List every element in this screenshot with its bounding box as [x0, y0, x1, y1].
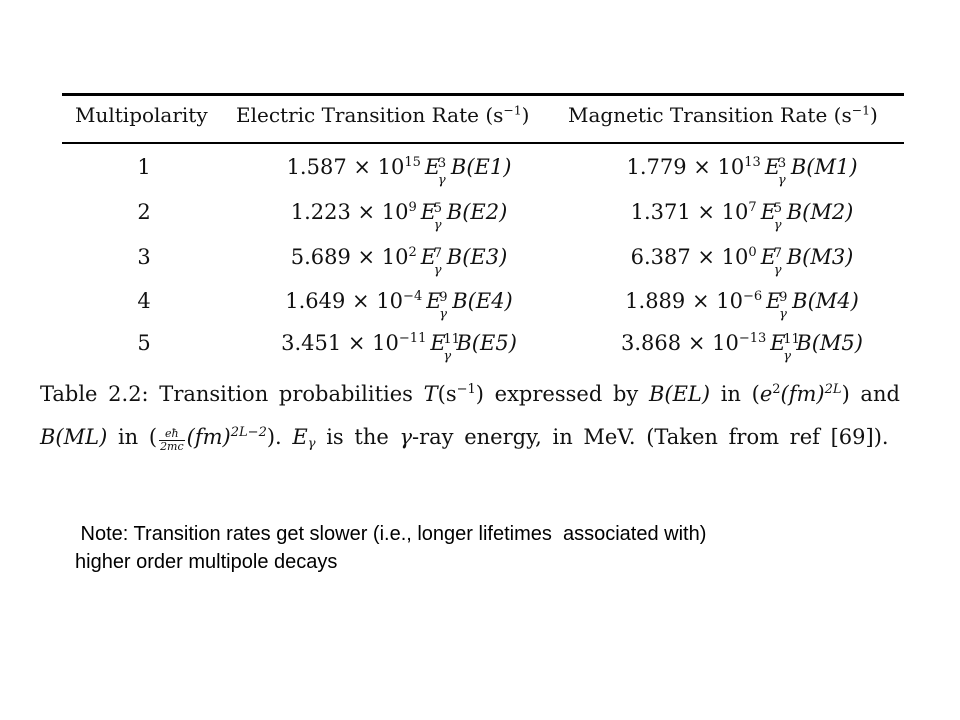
cell-magnetic-rate: $1.779 \times 10^{13}$ E 3 γ B(M1) [626, 155, 858, 188]
header-magnetic-rate: Magnetic Transition Rate $(s^{-1})$ [568, 102, 878, 127]
table-caption-line-1: Table 2.2: Transition probabilities $T(s^{-1})$ expressed by B(EL) in $(e^2(fm)^{2L})$ and [40, 382, 900, 406]
cell-electric-rate: $1.587 \times 10^{15}$ E 3 γ B(E1) [286, 155, 512, 188]
table-top-rule [62, 93, 904, 96]
table-row [62, 200, 904, 246]
note-line-1: Note: Transition rates get slower (i.e., longer lifetimes associated with) [75, 523, 707, 545]
cell-multipolarity: 5 [137, 331, 151, 355]
cell-multipolarity: 4 [137, 289, 151, 313]
note-line-2: higher order multipole decays [75, 551, 338, 573]
table-row [62, 155, 904, 201]
cell-multipolarity: 2 [137, 200, 151, 224]
table-row [62, 245, 904, 291]
cell-magnetic-rate: $1.889 \times 10^{-6}$ E 9 γ B(M4) [625, 289, 859, 322]
table-row [62, 289, 904, 335]
header-multipolarity: Multipolarity [75, 103, 208, 127]
cell-multipolarity: 3 [137, 245, 151, 269]
cell-magnetic-rate: $6.387 \times 10^0$ E 7 γ B(M3) [630, 245, 854, 278]
fraction-eh-over-2mc: $\frac{eħ}{2mc}$ [160, 426, 184, 454]
cell-multipolarity: 1 [137, 155, 151, 179]
table-caption-line-2: B(ML) in ( $\frac{eħ}{2mc}$ (fm)$^{2L-2}$). $E_\gamma$ is the γ-ray energy, in MeV. (Taken from ref [69]). [40, 425, 889, 454]
cell-magnetic-rate: $1.371 \times 10^7$ E 5 γ B(M2) [630, 200, 854, 233]
cell-electric-rate: $1.649 \times 10^{-4}$ E 9 γ B(E4) [285, 289, 513, 322]
cell-electric-rate: $1.223 \times 10^9$ E 5 γ B(E2) [290, 200, 508, 233]
note-text [75, 520, 875, 576]
table-header-rule [62, 142, 904, 144]
cell-electric-rate: $5.689 \times 10^2$ E 7 γ B(E3) [290, 245, 508, 278]
cell-electric-rate: $3.451 \times 10^{-11}$ E 11 γ B(E5) [281, 331, 517, 364]
header-electric-rate: Electric Transition Rate $(s^{-1})$ [236, 102, 530, 127]
table-row [62, 331, 904, 377]
cell-magnetic-rate: $3.868 \times 10^{-13}$ E 11 γ B(M5) [621, 331, 863, 364]
